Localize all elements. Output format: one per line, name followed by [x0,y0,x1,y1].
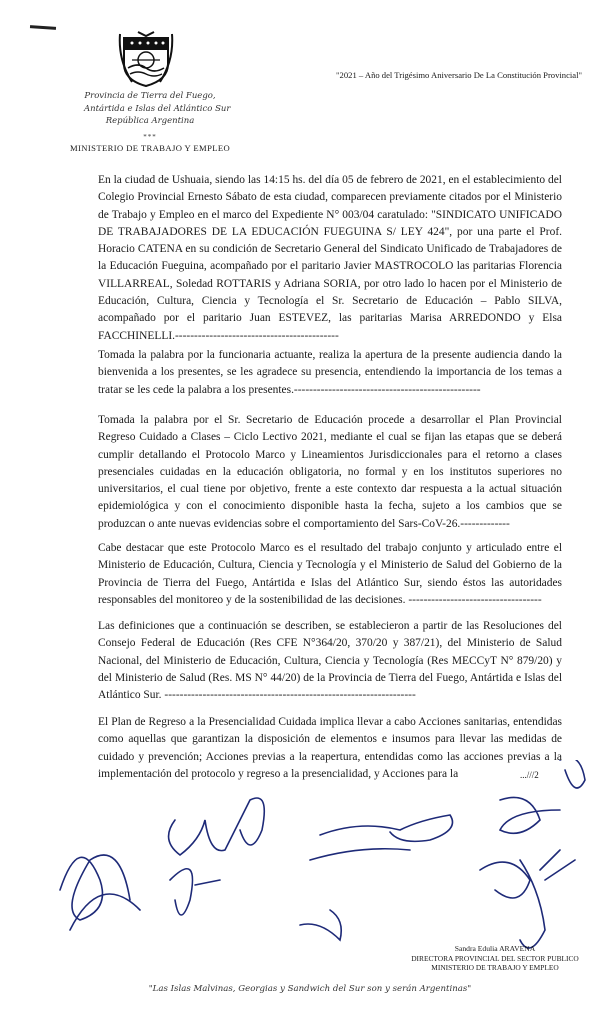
year-motto: "2021 – Año del Trigésimo Aniversario De La Constitución Provincial" [336,70,582,80]
signature-block [400,944,590,973]
corner-mark [30,25,56,30]
ministry-name: MINISTERIO DE TRABAJO Y EMPLEO [70,143,231,153]
paragraph-return-plan: El Plan de Regreso a la Presencialidad Cuidada implica llevar a cabo Acciones sanitarias, entendidas como aquellas que garantizan la disposición de elementos e insumos para llevar las medidas de cuidado y prevención; Acciones previas a la reapertura, entendidas como las acciones previas a la implementación del protocolo y regreso a la presencialidad, y Acciones para la [98,716,562,780]
ornament-stars: *** [143,133,157,141]
paragraph-opening: En la ciudad de Ushuaia, siendo las 14:15 hs. del día 05 de febrero de 2021, en el establecimiento del Colegio Provincial Ernesto Sábato de esta ciudad, comparecen previamente citados por el Ministerio de Trabajo y Empleo en el marco del Expediente N° 003/04 caratulado: "SINDICATO UNIFICADO DE TRABAJADORES DE LA EDUCACIÓN FUEGUINA S/ LEY 424", por una parte el Prof. Horacio CATENA en su condición de Secretario General del Sindicato Unificado de Trabajadores de la Educación Fueguina, acompañado por el paritario Javier MASTROCOLO las paritarias Florencia VILLARREAL, Soledad ROTTARIS y Adriana SORIA, por otro lado lo hacen por el Ministerio de Educación, Cultura, Ciencia y Tecnología el Sr. Secretario de Educación – Pablo SILVA, acompañado por el paritario Juan ESTEVEZ, las paritarias Marisa ARREDONDO y Elsa FACCHINELLI.------------------------------------------- [98,174,562,342]
signatory-ministry: MINISTERIO DE TRABAJO Y EMPLEO [431,963,559,973]
paragraph-protocol: Cabe destacar que este Protocolo Marco es el resultado del trabajo conjunto y articulado entre el Ministerio de Educación, Cultura, Ciencia y Tecnología y el Ministerio de Salud del Gobierno de la Provincia de Tierra del Fuego, Antártida e Islas del Atlántico Sur, siendo éstos las autoridades responsables del monitoreo y de la sostenibilidad de las decisiones. ----------------------------------- [98,542,562,606]
paragraph-definitions: Las definiciones que a continuación se describen, se establecieron a partir de las Resoluciones del Consejo Federal de Educación (Res CFE N°364/20, 370/20 y 387/21), del Ministerio de Salud Nacional, del Ministerio de Educación, Cultura, Ciencia y Tecnología (Res MECCyT N° 879/20) y del Ministerio de Salud (Res. MS N° 44/20) de la Provincia de Tierra del Fuego, Antártida e Islas del Atlántico Sur. ------------------------------------------------------------------ [98,620,562,702]
signatory-name: Sandra Edulia ARAVENA [454,944,536,953]
footer-slogan: "Las Islas Malvinas, Georgias y Sandwich del Sur son y serán Argentinas" [148,984,472,994]
paragraph-welcome: Tomada la palabra por la funcionaria actuante, realiza la apertura de la presente audiencia dando la bienvenida a los presentes, se les agradece su presencia, entendiendo la importancia de los temas a tratar se les cede la palabra a los presentes.------------------------------------------------- [98,349,562,396]
province-line: Antártida e Islas del Atlántico Sur [84,103,231,114]
provincial-coat-of-arms-icon [118,30,174,88]
signatory-title: DIRECTORA PROVINCIAL DEL SECTOR PUBLICO [411,953,579,963]
paragraph-plan: Tomada la palabra por el Sr. Secretario de Educación procede a desarrollar el Plan Provincial Regreso Cuidado a Clases – Ciclo Lectivo 2021, mediante el cual se fijan las etapas que se deberá cumplir detallando el Protocolo Marco y Lineamientos Jurisdiccionales para el retorno a clases presenciales cuidadas en la educación obligatoria, no formal y en los institutos superiores no universitarios, el cual tiene por objetivo, frente a este contexto dar respuesta a la actual situación epidemiológica y con el conocimiento disponible hasta la fecha, sujeto a los cambios que se produzcan o ante nuevas evidencias sobre el comportamiento del Sars-CoV-26.------------- [98,414,562,530]
page-continuation: ...///2 [520,770,539,780]
province-line: Provincia de Tierra del Fuego, [84,91,216,101]
province-name [84,90,231,128]
province-line: República Argentina [105,116,195,126]
